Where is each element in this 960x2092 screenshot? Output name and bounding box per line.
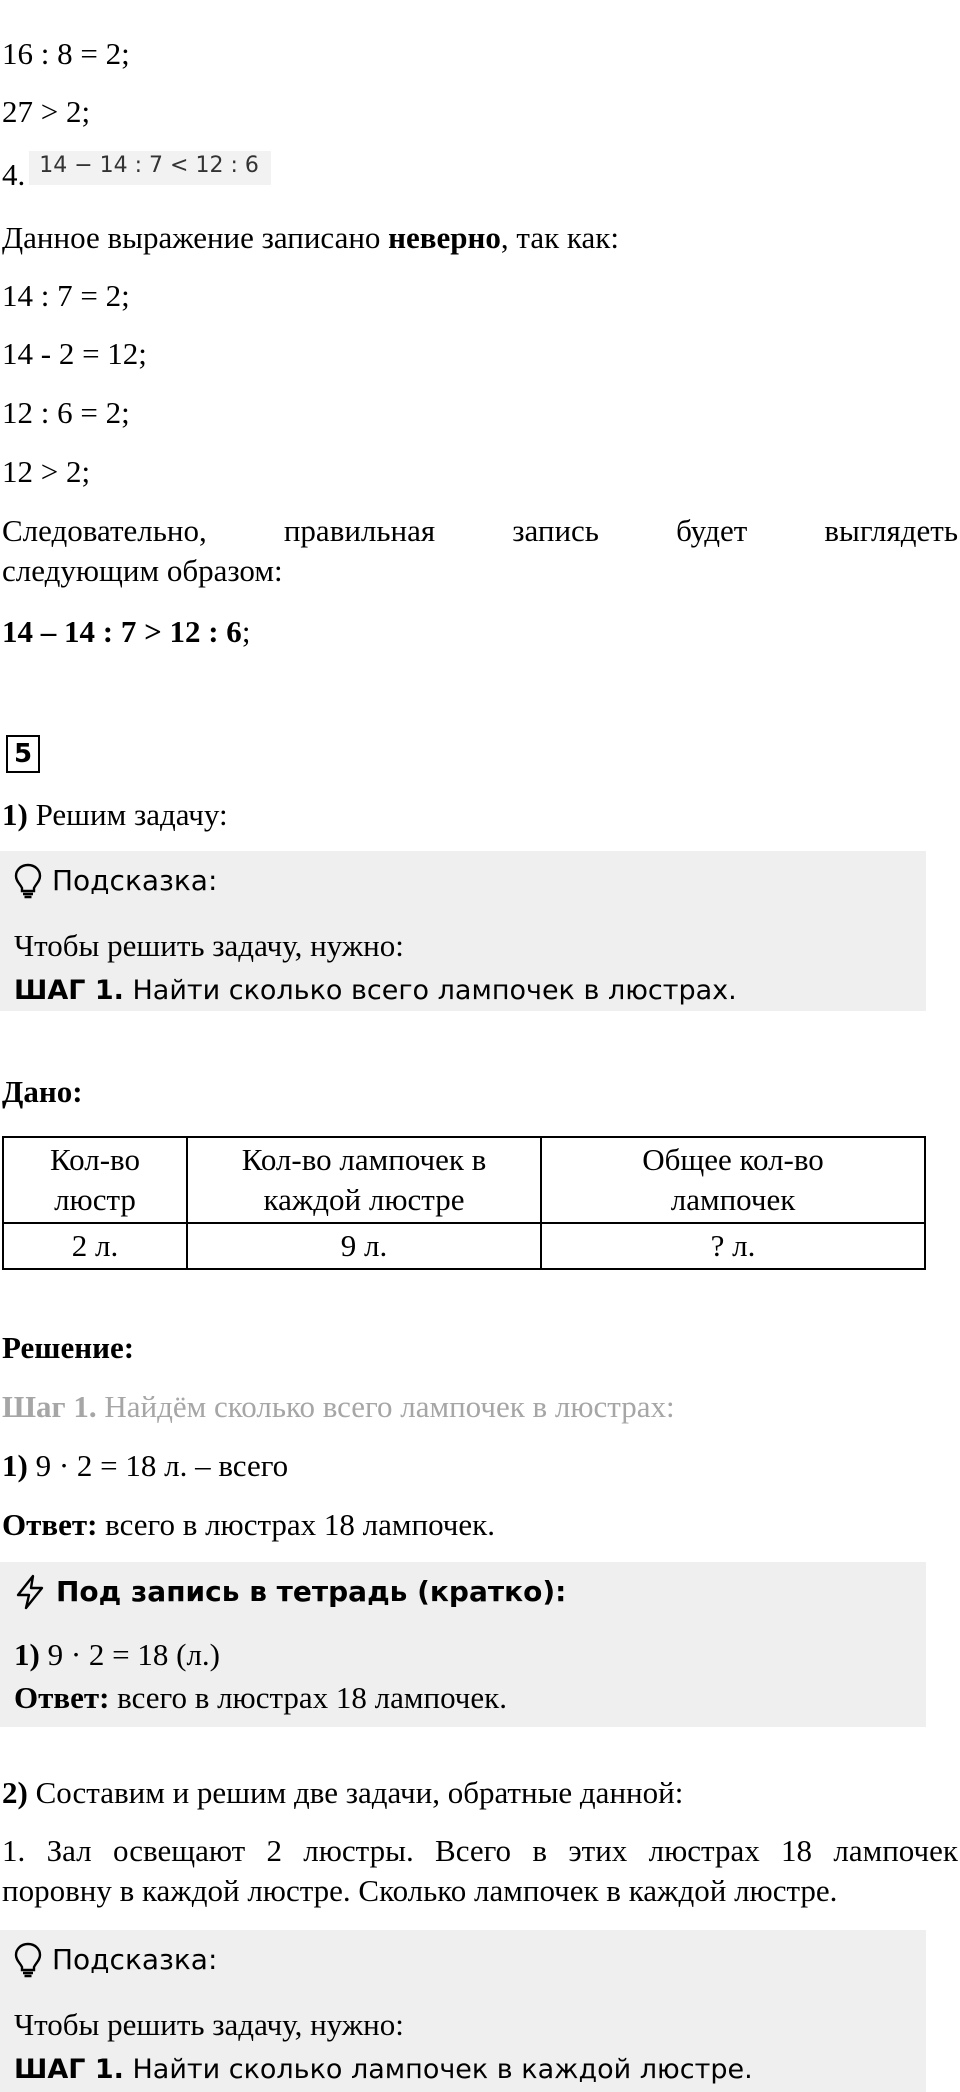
solution-line [2,1446,288,1486]
word: этих [568,1833,628,1868]
part-2-heading [2,1773,683,1813]
word: 2 [266,1833,282,1868]
notebook-answer-text: всего в люстрах 18 лампочек. [109,1680,507,1715]
table-cell: 9 л. [187,1223,541,1269]
item-number: 4. [2,157,26,192]
statement-pre: Данное выражение записано [2,220,389,255]
table-header: Кол-во люстр [3,1137,187,1223]
word: будет [676,513,748,548]
task-number-box: 5 [6,735,40,773]
hint-title: Подсказка: [52,1943,218,1976]
notebook-answer-label: Ответ: [14,1680,110,1715]
calc-line: 14 : 7 = 2; [2,278,130,313]
word: люстры. [303,1833,414,1868]
hint-title: Подсказка: [52,864,218,897]
inverse-line2: поровну в каждой люстре. Сколько лампочек в каждой люстре. [2,1873,838,1908]
table-row [3,1223,925,1269]
inverse-problem-1 [2,1831,958,1911]
part-number: 2) [2,1775,28,1810]
calc-line: 16 : 8 = 2; [2,36,130,71]
table-header: Кол-во лампочек в каждой люстре [187,1137,541,1223]
part-number: 1) [2,797,28,832]
hint-line: Чтобы решить задачу, нужно: [14,2007,404,2042]
step-text: Найти сколько лампочек в каждой люстре. [123,2054,753,2085]
answer [2,1505,495,1545]
step-1-heading [2,1387,675,1427]
table-header: Общее кол-во лампочек [541,1137,925,1223]
notebook-title: Под запись в тетрадь (кратко): [56,1575,567,1608]
part-text: Составим и решим две задачи, обратные данной: [27,1775,684,1810]
word: запись [512,513,599,548]
notebook-box [0,1562,926,1727]
correct-expression [2,612,250,652]
notebook-calc [14,1635,220,1675]
word: лампочек [833,1833,958,1868]
lightbulb-icon [14,863,42,899]
answer-text: всего в люстрах 18 лампочек. [97,1507,495,1542]
statement-bold: неверно [388,220,501,255]
step-text: Найти сколько всего лампочек в люстрах. [123,975,737,1006]
part-text: Решим задачу: [27,797,228,832]
correct-post: ; [241,614,251,649]
lightning-icon [14,1574,46,1610]
hint-step [14,969,737,1011]
answer-label: Ответ: [2,1507,98,1542]
hint-step [14,2048,753,2090]
part-1-heading [2,795,228,835]
hint-box [0,851,926,1011]
step-1-text: Найдём сколько всего лампочек в люстрах: [96,1389,675,1424]
conclusion [2,511,958,591]
expression-image: 14 − 14 : 7 < 12 : 6 [29,151,271,185]
calc-line: 27 > 2; [2,94,91,129]
step-label: ШАГ 1. [14,2054,124,2085]
given-label: Дано: [2,1074,83,1109]
word: правильная [283,513,436,548]
calc-line: 14 - 2 = 12; [2,336,147,371]
correct-bold: 14 – 14 : 7 > 12 : 6 [2,614,242,649]
step-label: ШАГ 1. [14,975,124,1006]
word: 1. [2,1833,26,1868]
calc-line: 12 > 2; [2,454,91,489]
lightbulb-icon [14,1942,42,1978]
word: Всего [435,1833,512,1868]
solution-text: 9 · 2 = 18 л. – всего [27,1448,289,1483]
word: выглядеть [824,513,958,548]
step-1-label: Шаг 1. [2,1389,97,1424]
notebook-header [14,1572,566,1612]
statement-post: , так как: [500,220,619,255]
statement [2,218,619,258]
notebook-answer [14,1678,507,1718]
item-4 [2,152,271,195]
notebook-calc-text: 9 · 2 = 18 (л.) [39,1637,221,1672]
table-cell: ? л. [541,1223,925,1269]
word: Следовательно, [2,513,207,548]
table-cell: 2 л. [3,1223,187,1269]
solution-label: Решение: [2,1330,135,1365]
word: 18 [781,1833,813,1868]
notebook-number: 1) [14,1637,40,1672]
hint-header [14,1940,217,1980]
given-table [2,1136,926,1270]
word: в [532,1833,548,1868]
table-header-row [3,1137,925,1223]
word: люстрах [648,1833,760,1868]
hint-box [0,1930,926,2092]
hint-header [14,861,217,901]
solution-number: 1) [2,1448,28,1483]
word: Зал [46,1833,92,1868]
word: освещают [112,1833,246,1868]
calc-line: 12 : 6 = 2; [2,395,130,430]
hint-line: Чтобы решить задачу, нужно: [14,928,404,963]
conclusion-line2: следующим образом: [2,553,283,588]
